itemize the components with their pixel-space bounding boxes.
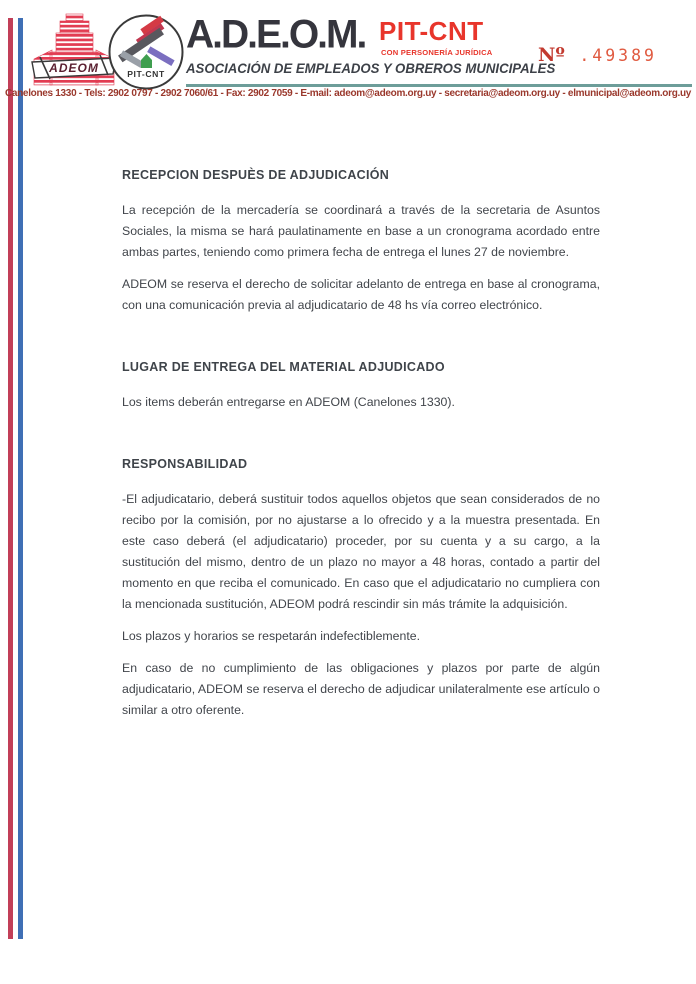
org-fullname: ASOCIACIÓN DE EMPLEADOS Y OBREROS MUNICIPALES bbox=[186, 61, 556, 76]
paragraph: En caso de no cumplimiento de las obligaciones y plazos por parte de algún adjudicatario, ADEOM se reserva el derecho de adjudicar unilateralmente ese artículo o similar a otro oferente. bbox=[122, 661, 600, 717]
paragraph: Los items deberán entregarse en ADEOM (Canelones 1330). bbox=[122, 395, 455, 409]
section-heading-lugar-entrega: LUGAR DE ENTREGA DEL MATERIAL ADJUDICADO bbox=[122, 360, 445, 374]
legal-status-text: CON PERSONERÍA JURÍDICA bbox=[381, 48, 493, 57]
pitcnt-wordmark: PIT-CNT bbox=[379, 16, 484, 46]
pitcnt-emblem-icon bbox=[107, 13, 185, 91]
document-number bbox=[538, 44, 657, 66]
header-rule bbox=[186, 84, 692, 87]
building-banner-label: ADEOM bbox=[49, 61, 99, 75]
paragraph: ADEOM se reserva el derecho de solicitar adelanto de entrega en base al cronograma, con una comunicación previa al adjudicatario de 48 hs vía correo electrónico. bbox=[122, 277, 600, 312]
section-heading-responsabilidad: RESPONSABILIDAD bbox=[122, 457, 248, 471]
left-margin-blue-stripe bbox=[18, 18, 23, 939]
pitcnt-circle-logo bbox=[107, 13, 185, 96]
paragraph: La recepción de la mercadería se coordinará a través de la secretaria de Asuntos Sociales, la misma se hará paulatinamente en base a un cronograma acordado entre ambas partes, teniendo como primera fecha de entrega el lunes 27 de noviembre. bbox=[122, 203, 600, 259]
section-heading-recepcion: RECEPCION DESPUÈS DE ADJUDICACIÓN bbox=[122, 168, 390, 182]
document-body bbox=[122, 168, 600, 732]
contact-info-line: Canelones 1330 - Tels: 2902 0797 - 2902 7060/61 - Fax: 2902 7059 - E-mail: adeom@adeom.org.uy - secretaria@adeom.org.uy - elmunicipal@adeom.org.uy bbox=[4, 88, 692, 99]
left-margin-red-stripe bbox=[8, 18, 13, 939]
paragraph: -El adjudicatario, deberá sustituir todos aquellos objetos que sean considerados de no recibo por la comisión, por no ajustarse a lo ofrecido y a la muestra presentada. En este caso deberá (el adjudicatario) proceder, por su cuenta y a su cargo, a la sustitución del mismo, dentro de un plazo no mayor a 48 horas, contado a partir del momento en que reciba el comunicado. En caso que el adjudicatario no cumpliera con la mencionada sustitución, ADEOM podrá rescindir sin más trámite la adquisición. bbox=[122, 492, 600, 611]
document-number-value: .49389 bbox=[579, 46, 657, 65]
document-number-prefix: Nº bbox=[538, 44, 565, 66]
pitcnt-circle-label: PIT-CNT bbox=[127, 69, 165, 79]
paragraph: Los plazos y horarios se respetarán indefectiblemente. bbox=[122, 629, 421, 643]
org-acronym: A.D.E.O.M. bbox=[186, 13, 366, 57]
